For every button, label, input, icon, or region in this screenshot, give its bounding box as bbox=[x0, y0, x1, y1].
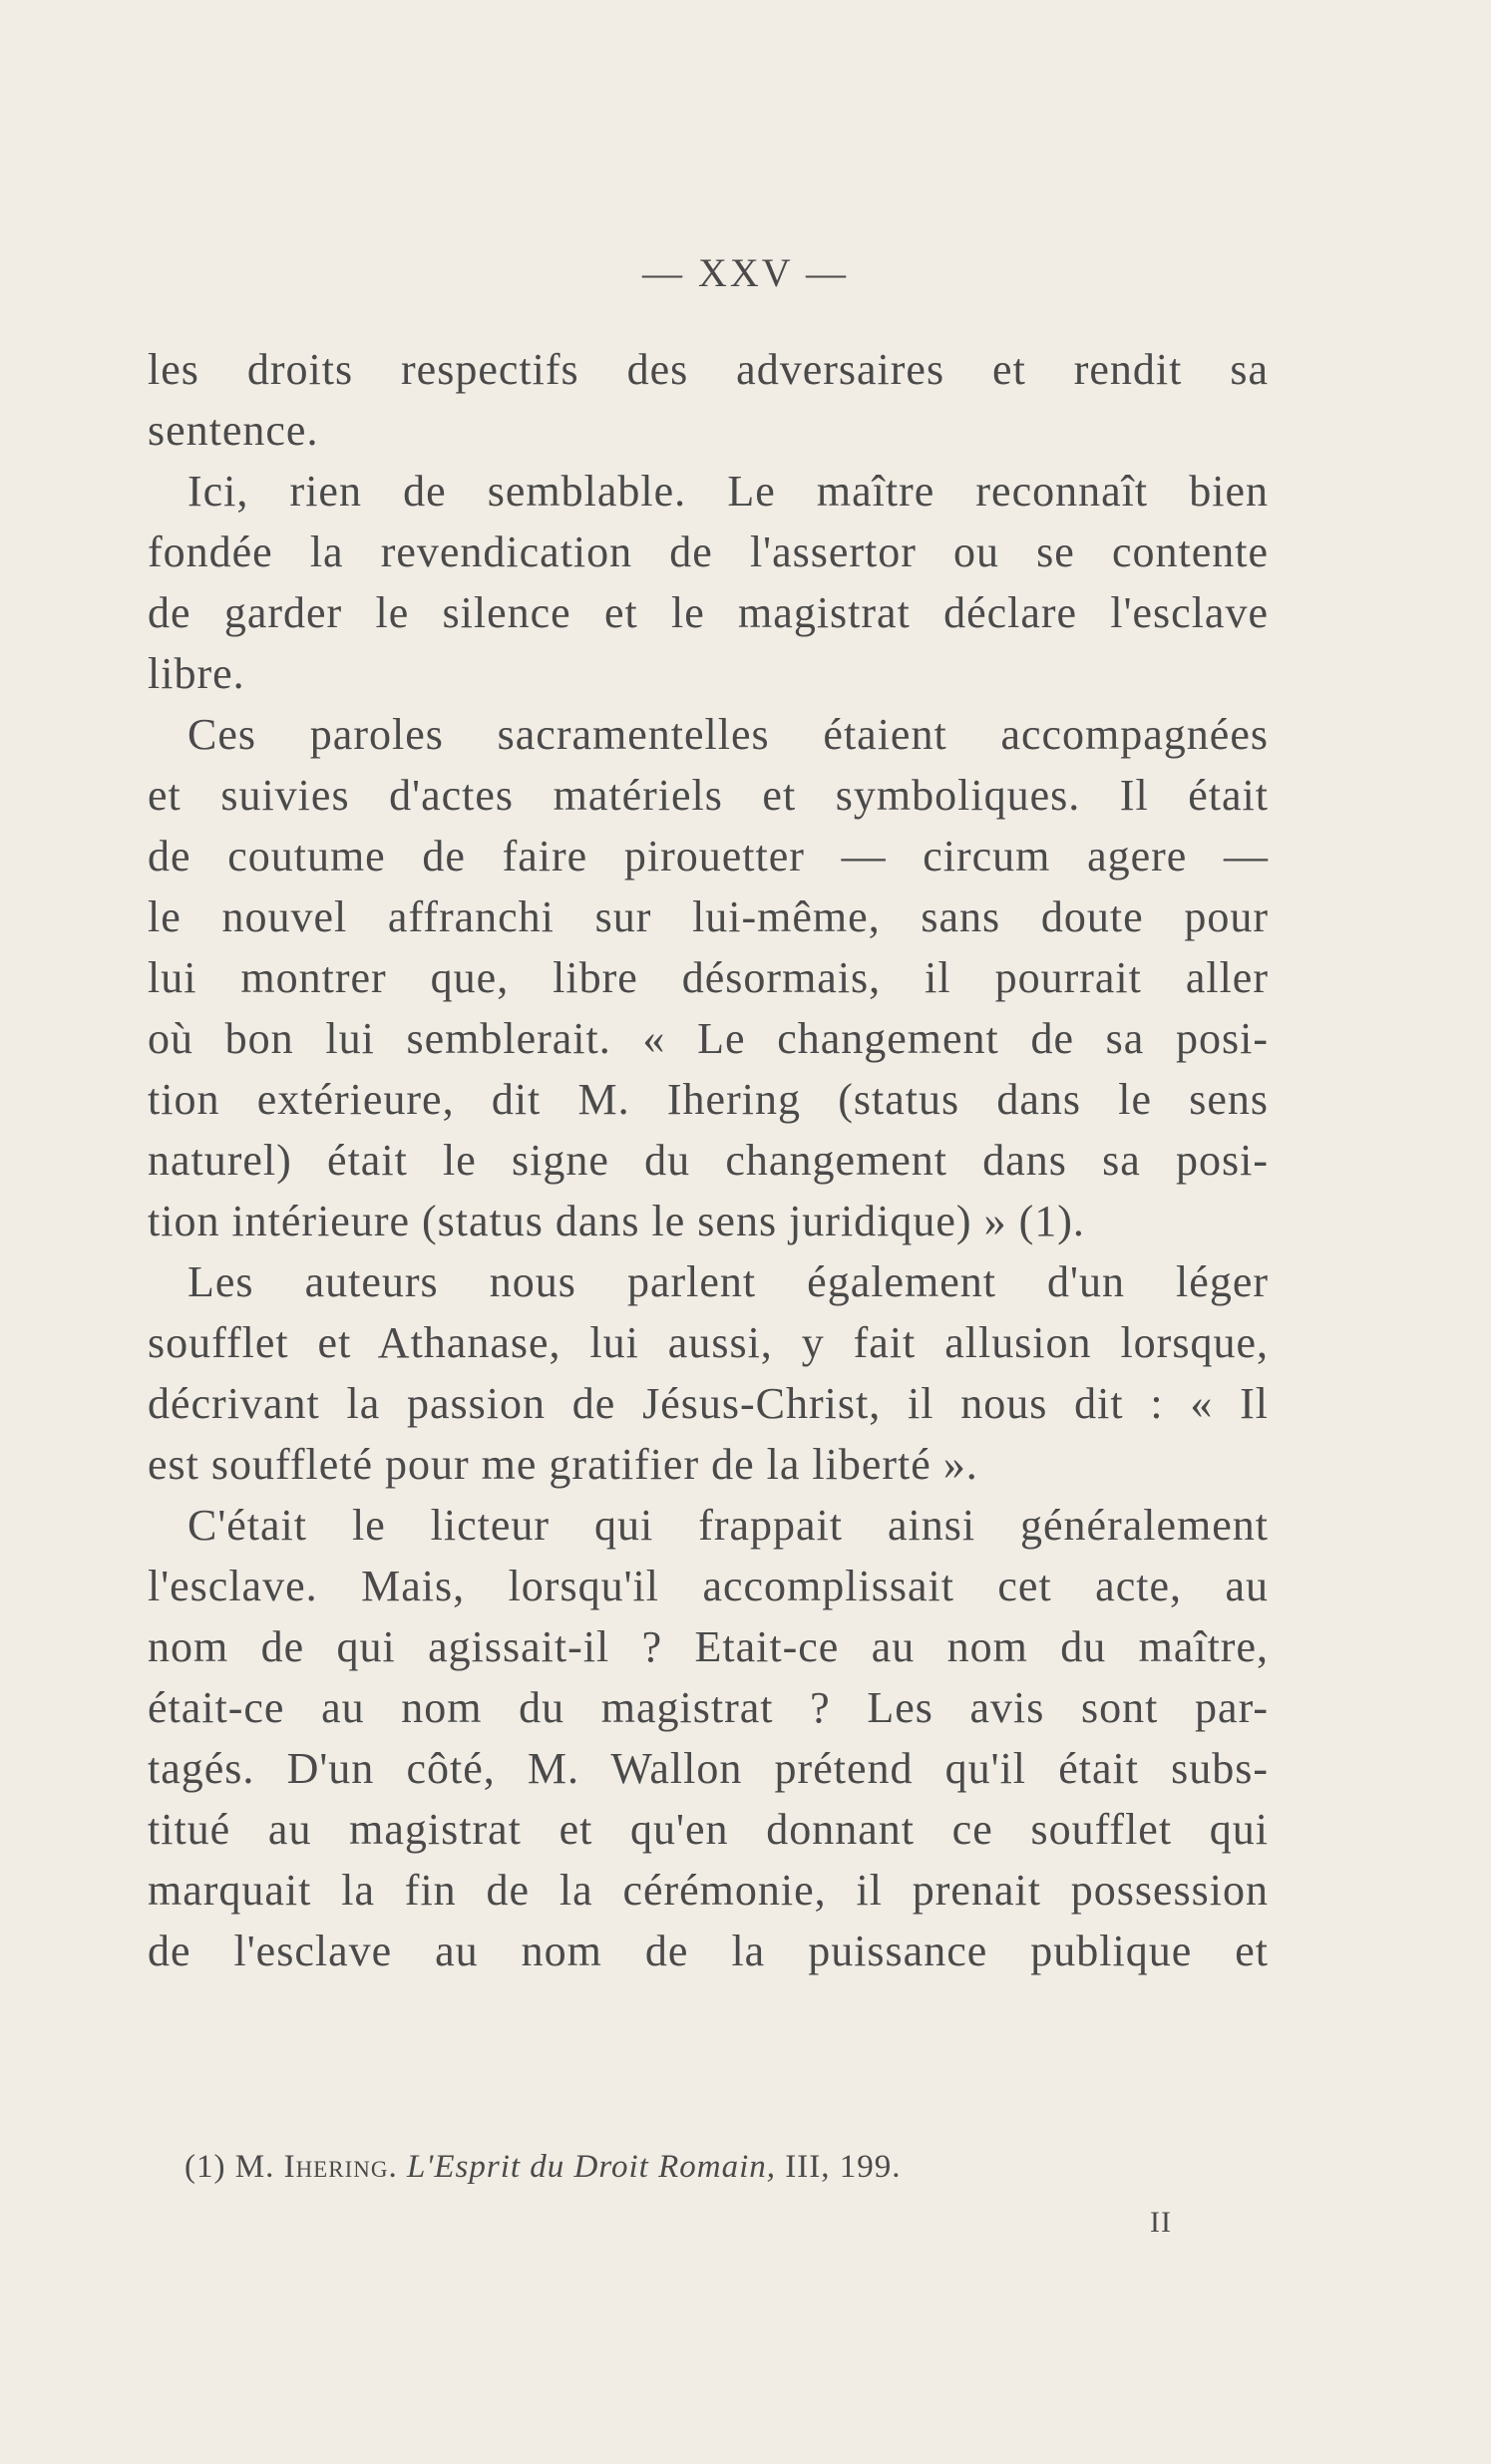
text-line: nom de qui agissait-il ? Etait-ce au nom du maître, bbox=[148, 1622, 1269, 1671]
page-number: — XXV — bbox=[642, 250, 849, 295]
text-line: de coutume de faire pirouetter — circum agere — bbox=[148, 832, 1269, 880]
text-line: titué au magistrat et qu'en donnant ce soufflet qui bbox=[148, 1805, 1269, 1854]
text-line: de garder le silence et le magistrat déclare l'esclave bbox=[148, 588, 1269, 637]
text-line: Ces paroles sacramentelles étaient accompagnées bbox=[187, 710, 1269, 759]
text-line: tagés. D'un côté, M. Wallon prétend qu'il était subs- bbox=[148, 1744, 1269, 1793]
text-line: de l'esclave au nom de la puissance publique et bbox=[148, 1927, 1269, 1975]
text-line: marquait la fin de la cérémonie, il prenait possession bbox=[148, 1866, 1269, 1915]
text-line: où bon lui semblerait. « Le changement de sa posi- bbox=[148, 1014, 1269, 1063]
text-line: lui montrer que, libre désormais, il pourrait aller bbox=[148, 953, 1269, 1002]
body-text bbox=[148, 339, 1269, 1981]
footnote-ref: III, 199. bbox=[785, 2149, 902, 2185]
text-line: C'était le licteur qui frappait ainsi généralement bbox=[187, 1501, 1269, 1550]
footnote bbox=[185, 2149, 901, 2186]
text-line: le nouvel affranchi sur lui-même, sans doute pour bbox=[148, 892, 1269, 941]
text-line: tion extérieure, dit M. Ihering (status dans le sens bbox=[148, 1075, 1269, 1124]
text-line: les droits respectifs des adversaires et rendit sa bbox=[148, 345, 1269, 394]
text-line: Ici, rien de semblable. Le maître reconnaît bien bbox=[187, 467, 1269, 516]
text-line: l'esclave. Mais, lorsqu'il accomplissait cet acte, au bbox=[148, 1562, 1269, 1610]
text-line: tion intérieure (status dans le sens juridique) » (1). bbox=[148, 1197, 1085, 1245]
text-line: fondée la revendication de l'assertor ou se contente bbox=[148, 528, 1269, 576]
text-line: naturel) était le signe du changement dans sa posi- bbox=[148, 1136, 1269, 1185]
footnote-author: M. Ihering. bbox=[234, 2149, 398, 2185]
text-line: et suivies d'actes matériels et symboliques. Il était bbox=[148, 771, 1269, 820]
text-line: soufflet et Athanase, lui aussi, y fait allusion lorsque, bbox=[148, 1318, 1269, 1367]
text-line: est souffleté pour me gratifier de la liberté ». bbox=[148, 1440, 978, 1489]
footnote-marker: (1) bbox=[185, 2149, 226, 2185]
signature-mark: II bbox=[1150, 2206, 1172, 2239]
text-line: libre. bbox=[148, 649, 245, 698]
footnote-title: L'Esprit du Droit Romain, bbox=[406, 2149, 776, 2185]
text-line: décrivant la passion de Jésus-Christ, il nous dit : « Il bbox=[148, 1379, 1269, 1428]
text-line: était-ce au nom du magistrat ? Les avis sont par- bbox=[148, 1683, 1269, 1732]
text-line: Les auteurs nous parlent également d'un léger bbox=[187, 1257, 1269, 1306]
text-line: sentence. bbox=[148, 406, 319, 455]
